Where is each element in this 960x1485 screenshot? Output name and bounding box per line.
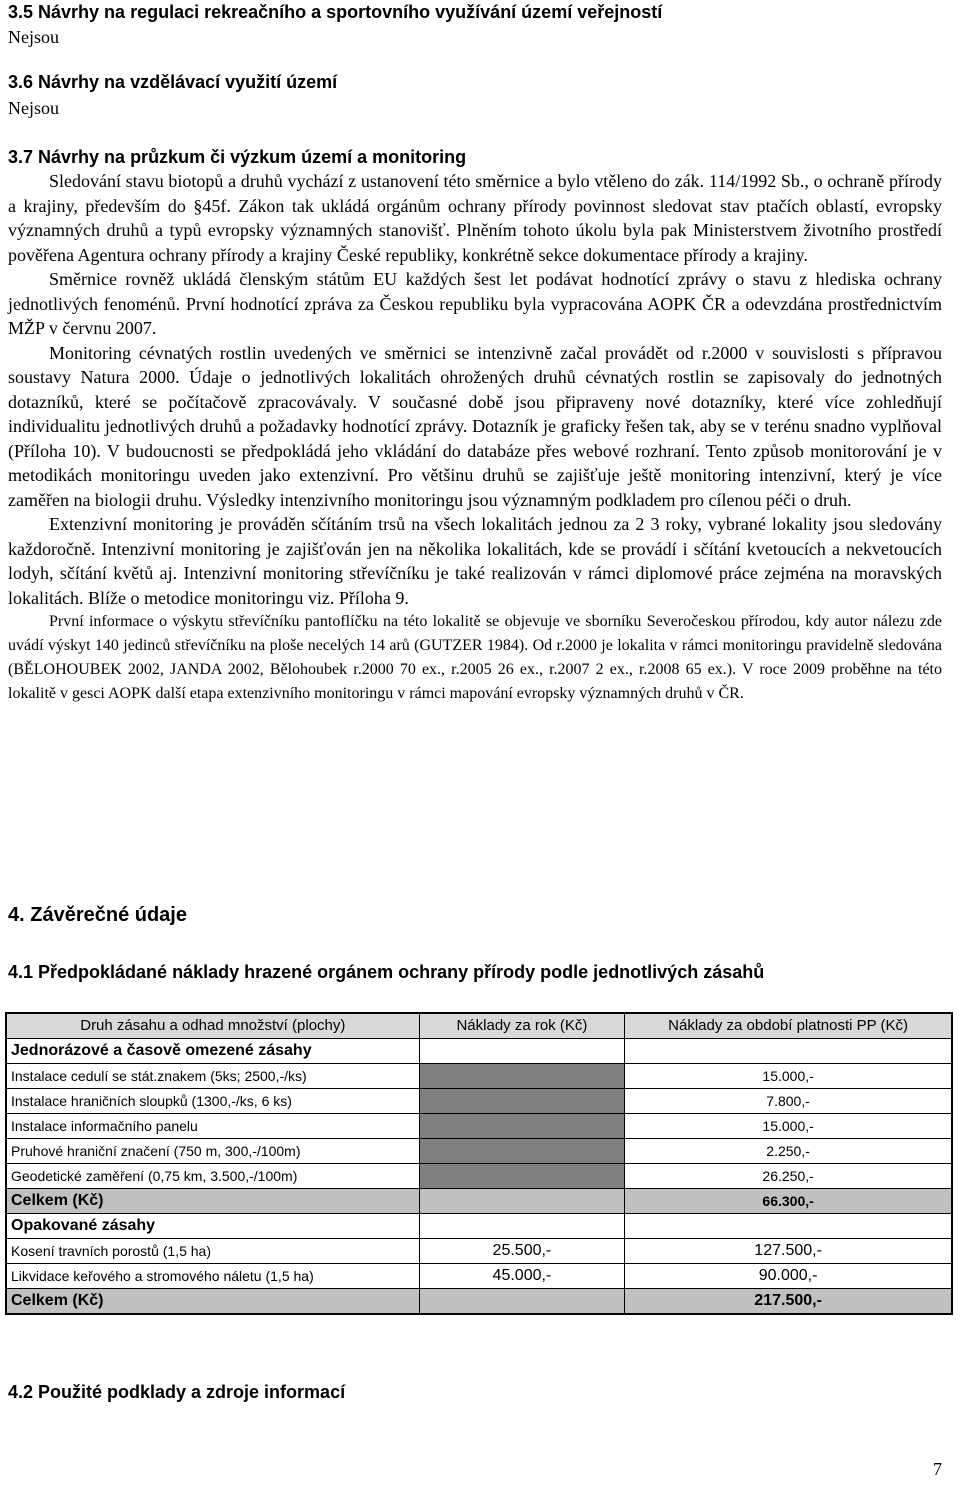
table-cell (419, 1289, 625, 1315)
table-row-section-onetime (6, 1039, 952, 1064)
section-3-7-title: 3.7 Návrhy na průzkum či výzkum území a monitoring (8, 147, 467, 167)
table-cell (625, 1039, 952, 1064)
table-row (6, 1064, 952, 1089)
cost-table (5, 1012, 953, 1315)
table-row (6, 1114, 952, 1139)
table-cell: 25.500,- (419, 1239, 625, 1264)
table-cell-shaded (419, 1089, 625, 1114)
table-row-total (6, 1189, 952, 1214)
section-3-6-title: 3.6 Návrhy na vzdělávací využití území (8, 72, 338, 92)
paragraph-extensive-monitoring: Extenzivní monitoring je prováděn sčítáním trsů na všech lokalitách jednou za 2 3 roky, vybrané lokality jsou sledovány každoročně. Intenzivní monitoring je zajišťován jen na několika lokalitách, kde se provádí i sčítání kvetoucích a nekvetoucích lodyh, sčítání květů aj. Intenzivní monitoring střevíčníku je také realizován v rámci diplomové práce zejména na moravských lokalitách. Blíže o metodice monitoringu viz. Příloha 9. (8, 514, 942, 608)
table-cell: 66.300,- (625, 1189, 952, 1214)
table-cell (625, 1214, 952, 1239)
paragraph-locality-history: První informace o výskytu střevíčníku pantoflíčku na této lokalitě se objevuje ve sborníku Severočeskou přírodou, kdy autor nálezu zde uvádí výskyt 140 jedinců střevíčníku na ploše necelých 14 arů (GUTZER 1984). Od r.2000 je lokalita v rámci monitoringu pravidelně sledována (BĚLOHOUBEK 2002, JANDA 2002, Bělohoubek r.2000 70 ex., r.2005 26 ex., r.2007 2 ex., r.2008 65 ex.). V roce 2009 proběhne na této lokalitě v gesci AOPK další etapa extenzivního monitoringu v rámci mapování evropsky významných druhů v ČR. (8, 613, 942, 702)
table-row (6, 1239, 952, 1264)
table-cell: Celkem (Kč) (6, 1289, 419, 1315)
section-4-2-title: 4.2 Použité podklady a zdroje informací (8, 1382, 346, 1402)
table-cell: Kosení travních porostů (1,5 ha) (6, 1239, 419, 1264)
table-cell: 15.000,- (625, 1064, 952, 1089)
section-4-1-title: 4.1 Předpokládané náklady hrazené orgánem ochrany přírody podle jednotlivých zásahů (8, 962, 765, 982)
table-row (6, 1164, 952, 1189)
table-cell: Pruhové hraniční značení (750 m, 300,-/100m) (6, 1139, 419, 1164)
table-cell: Jednorázové a časově omezené zásahy (6, 1039, 419, 1064)
table-cell: 2.250,- (625, 1139, 952, 1164)
table-row (6, 1139, 952, 1164)
paragraph-monitoring-law: Sledování stavu biotopů a druhů vychází z ustanovení této směrnice a bylo vtěleno do zák. 114/1992 Sb., o ochraně přírody a krajiny, především do §45f. Zákon tak ukládá orgánům ochrany přírody povinnost sledovat stav ptačích oblastí, evropsky významných druhů a typů evropsky významných stanovišť. Plněním tohoto úkolu byla pak Ministerstvem životního prostředí pověřena Agentura ochrany přírody a krajiny České republiky, konkrétně sekce dokumentace přírody a krajiny. (8, 171, 942, 265)
section-3-5-title: 3.5 Návrhy na regulaci rekreačního a sportovního využívání území veřejností (8, 2, 663, 22)
table-row (6, 1089, 952, 1114)
table-cell: Geodetické zaměření (0,75 km, 3.500,-/100m) (6, 1164, 419, 1189)
table-row-section-recurring (6, 1214, 952, 1239)
table-cell: 127.500,- (625, 1239, 952, 1264)
table-cell-shaded (419, 1164, 625, 1189)
paragraph-eu-reports: Směrnice rovněž ukládá členským státům EU každých šest let podávat hodnotící zprávy o stavu z hlediska ochrany jednotlivých fenoménů. První hodnotící zpráva za Českou republiku byla vypracována AOPK ČR a odevzdána prostřednictvím MŽP v červnu 2007. (8, 269, 942, 338)
table-cell: Instalace informačního panelu (6, 1114, 419, 1139)
table-cell (419, 1039, 625, 1064)
table-cell (419, 1189, 625, 1214)
table-cell: 90.000,- (625, 1264, 952, 1289)
header-period-cost: Náklady za období platnosti PP (Kč) (625, 1013, 952, 1039)
table-cell: 45.000,- (419, 1264, 625, 1289)
table-row-total (6, 1289, 952, 1315)
header-annual-cost: Náklady za rok (Kč) (419, 1013, 625, 1039)
table-cell: 15.000,- (625, 1114, 952, 1139)
table-cell (419, 1214, 625, 1239)
table-cell: Instalace hraničních sloupků (1300,-/ks, 6 ks) (6, 1089, 419, 1114)
section-3-6-text: Nejsou (8, 98, 59, 118)
table-cell-shaded (419, 1064, 625, 1089)
table-cell-shaded (419, 1114, 625, 1139)
section-4-title: 4. Závěrečné údaje (8, 904, 187, 926)
section-3-5-text: Nejsou (8, 27, 59, 47)
table-row (6, 1264, 952, 1289)
table-cell: Likvidace keřového a stromového náletu (1,5 ha) (6, 1264, 419, 1289)
table-cell: Celkem (Kč) (6, 1189, 419, 1214)
table-header-row (6, 1013, 952, 1039)
table-cell: Instalace cedulí se stát.znakem (5ks; 2500,-/ks) (6, 1064, 419, 1089)
header-intervention: Druh zásahu a odhad množství (plochy) (6, 1013, 419, 1039)
table-cell: Opakované zásahy (6, 1214, 419, 1239)
table-cell-shaded (419, 1139, 625, 1164)
table-cell: 26.250,- (625, 1164, 952, 1189)
paragraph-vascular-plants: Monitoring cévnatých rostlin uvedených ve směrnici se intenzivně začal provádět od r.2000 v souvislosti s přípravou soustavy Natura 2000. Údaje o jednotlivých lokalitách ohrožených druhů cévnatých rostlin se zapisovaly do jednotných dotazníků, které se počítačově zpracovávaly. V současné době jsou připraveny nové dotazníky, které více zohledňují individualitu jednotlivých druhů a požadavky hodnotící zprávy. Dotazník je graficky řešen tak, aby se v terénu snadno vyplňoval (Příloha 10). V budoucnosti se předpokládá jeho vkládání do databáze přes webové rozhraní. Tento způsob monitorování je v metodikách monitoringu uveden jako extenzivní. Pro většinu druhů se zajišťuje ještě monitoring intenzivní, který je více zaměřen na biologii druhu. Výsledky intenzivního monitoringu jsou významným podkladem pro cílenou péči o druh. (8, 342, 942, 510)
page-number: 7 (933, 1459, 942, 1479)
table-cell: 217.500,- (625, 1289, 952, 1315)
table-cell: 7.800,- (625, 1089, 952, 1114)
